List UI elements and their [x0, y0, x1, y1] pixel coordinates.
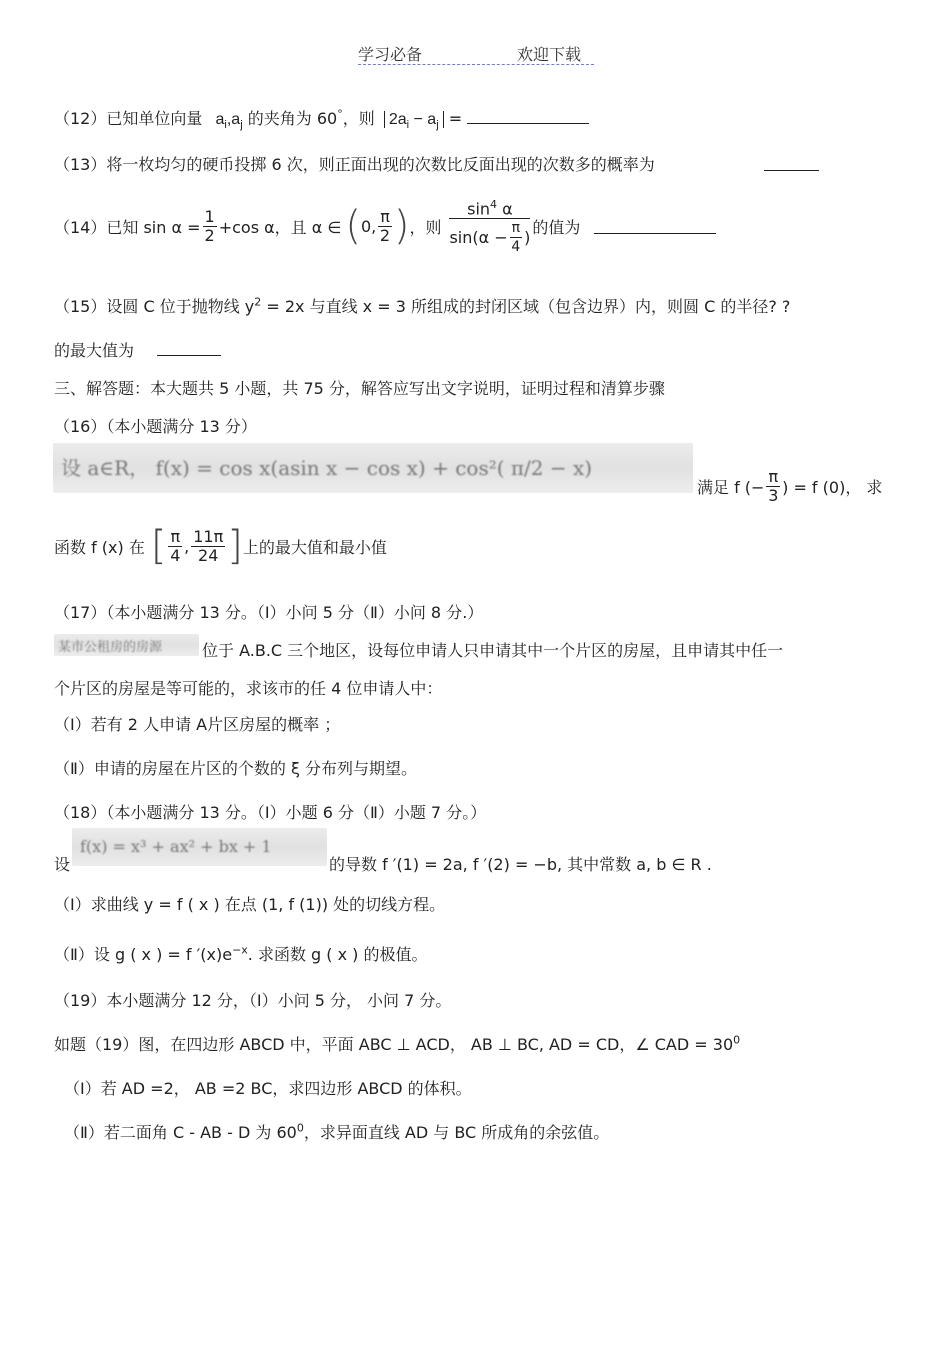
q16-formula-text: 设 a∈R， f(x) = cos x(asin x − cos x) + cos²( π/2 − x): [61, 456, 593, 480]
q17-blurred-image: [54, 634, 199, 656]
q13-answer-blank: [764, 156, 819, 171]
q19-line1-text: 如题（19）图，在四边形 ABCD 中，平面 ABC ⊥ ACD， AB ⊥ BC, AD = CD，∠ CAD = 30: [54, 1035, 734, 1054]
header-divider: [358, 64, 594, 65]
q16-function-text: 函数 f (x) 在: [54, 537, 145, 557]
header-right: 欢迎下载: [517, 45, 582, 64]
q17-title: （17）（本小题满分 13 分。（Ⅰ）小问 5 分（Ⅱ）小问 8 分.）: [54, 603, 484, 622]
q12-answer-blank: [467, 109, 589, 124]
q12-vec-a2: a: [231, 111, 241, 128]
header-left: 学习必备: [358, 45, 423, 64]
q12-sub-i: i: [224, 119, 227, 132]
q12-then: ，则: [342, 109, 375, 128]
q14-int-den: 2: [379, 225, 391, 245]
q14-den-pi: π: [511, 220, 521, 237]
q17-blurred-text: 某市公租房的房源: [58, 640, 163, 655]
q14-answer-blank: [594, 219, 716, 234]
q18-formula-text: f(x) = x³ + ax² + bx + 1: [80, 837, 272, 856]
q14-num-alpha: α: [497, 199, 513, 219]
q18-part2-text-2: . 求函数 g ( x ) 的极值。: [247, 945, 428, 964]
q16-int1-den: 4: [170, 545, 181, 565]
q16-line2-text: 上的最大值和最小值: [242, 537, 387, 557]
q12-angle-text: 的夹角为 60: [247, 109, 338, 128]
q16-int1-num: π: [170, 526, 181, 546]
q16-cond-den: 3: [768, 486, 779, 505]
q15-line-2: [54, 338, 221, 361]
q18-part2-sup: −x: [232, 943, 248, 957]
q14-text-3: ，则: [409, 217, 442, 237]
q15-line2-text: 的最大值为: [54, 341, 135, 360]
q14-number: （14）: [54, 217, 107, 237]
q19-line-1: [54, 1032, 740, 1055]
q16-int2-num: 11π: [193, 526, 224, 546]
q18-title: （18）（本小题满分 13 分。（Ⅰ）小题 6 分（Ⅱ）小题 7 分。）: [54, 803, 487, 822]
q17-part-2: （Ⅱ）申请的房屋在片区的个数的 ξ 分布列与期望。: [54, 759, 417, 778]
q14-den-four: 4: [511, 239, 521, 256]
q18-formula-image: [72, 828, 327, 866]
q16-formula-image: [53, 443, 693, 493]
q12-vec-a: a: [215, 111, 225, 128]
q14-num-sin: sin: [467, 199, 491, 219]
q14-frac-expression: [449, 196, 530, 256]
q16-cond-num: π: [768, 467, 779, 486]
q14-frac1-num: 1: [204, 206, 215, 226]
q16-cond-text-1: 满足 f (−: [697, 478, 765, 497]
q15-text-2: = 2x 与直线 x = 3 所组成的封闭区域（包含边界）内，则圆 C 的半径? ?: [261, 297, 791, 316]
q16-cond-text-2: ) = f (0)， 求: [782, 478, 883, 497]
q14-text-4: 的值为: [532, 217, 581, 237]
section-3-heading: 三、解答题：本大题共 5 小题，共 75 分，解答应写出文字说明，证明过程和清算步骤: [54, 379, 665, 398]
q12-text: 已知单位向量: [106, 109, 203, 128]
q16-title: （16）（本小题满分 13 分）: [54, 417, 257, 436]
q19-part2-text-2: ，求异面直线 AD 与 BC 所成角的余弦值。: [303, 1123, 610, 1142]
q19-part-1: （Ⅰ）若 AD =2， AB =2 BC，求四边形 ABCD 的体积。: [64, 1079, 472, 1098]
q14-den-close: ): [524, 227, 531, 247]
q13-number: （13）: [54, 155, 107, 174]
q12-expr-sub-i: i: [406, 119, 410, 132]
q14-interval-frac: [378, 208, 392, 245]
q15-text: 设圆 C 位于抛物线 y: [106, 297, 255, 316]
q16-int-frac-2: [191, 528, 225, 565]
q16-cond-frac: [766, 468, 780, 505]
q14-text-2: +cos α，且 α ∈: [218, 217, 342, 237]
q17-line-1: 位于 A.B.C 三个地区，设每位申请人只申请其中一个片区的房屋，且申请其中任一: [202, 641, 784, 660]
q14-interval-start: 0,: [360, 216, 377, 236]
q18-line-1: 的导数 f ′(1) = 2a, f ′(2) = −b, 其中常数 a, b ∈ R .: [329, 855, 712, 874]
question-15: [54, 294, 790, 317]
q18-part-2: [54, 942, 428, 965]
q17-part-1: （Ⅰ）若有 2 人申请 A片区房屋的概率 ；: [54, 715, 341, 734]
q12-equals: =: [448, 109, 463, 128]
q12-expr-a: a: [427, 111, 437, 128]
q16-line-2: 函数 f (x) 在 [ $\frac{\pi}{4}$ , $\frac{11\pi}{24}$ ] 上的最大值和最小值: [54, 523, 387, 569]
q15-number: （15）: [54, 297, 107, 316]
q12-degree: °: [337, 107, 343, 121]
q12-expr-sub-j: j: [436, 119, 439, 132]
q18-pre: 设: [54, 855, 71, 874]
q19-line1-sup: 0: [733, 1033, 741, 1047]
q15-sup: 2: [254, 295, 262, 309]
q14-den-text: sin(α −: [449, 227, 508, 247]
q16-int2-den: 24: [198, 545, 219, 565]
q15-answer-blank: [157, 341, 221, 356]
q16-condition: [697, 468, 882, 505]
q19-part2-text-1: （Ⅱ）若二面角 C - AB - D 为 60: [64, 1123, 297, 1142]
question-13: [54, 152, 655, 175]
q12-number: （12）: [54, 109, 107, 128]
q18-part2-text-1: （Ⅱ）设 g ( x ) = f ′(x)e: [54, 945, 233, 964]
q19-part-2: [64, 1120, 609, 1143]
question-14: （14） 已知 sin α = $\frac{1}{2}$ +cos α，且 α ∈ ( 0, $\frac{\pi}{2}$ ) ，则 $\sin^4 \alpha$ sin(α − $\frac{\pi}{4}$ ) 的值为: [54, 196, 716, 256]
q14-frac1-den: 2: [204, 225, 215, 245]
q16-int-frac-1: [168, 528, 182, 565]
q14-text-1: 已知 sin α =: [106, 217, 201, 237]
q12-expr: 2a: [388, 111, 407, 128]
question-12: （12）已知单位向量 $a_i,a_j$ 的夹角为 60°，则 $2a_i - a_j$ =: [54, 106, 589, 131]
q14-frac-half: [203, 208, 217, 245]
q19-title: （19）本小题满分 12 分，（Ⅰ）小问 5 分， 小问 7 分。: [54, 991, 452, 1010]
q14-int-num: π: [380, 206, 390, 226]
q13-text: 将一枚均匀的硬币投掷 6 次，则正面出现的次数比反面出现的次数多的概率为: [106, 155, 655, 174]
q17-line-2: 个片区的房屋是等可能的，求该市的任 4 位申请人中：: [54, 679, 443, 698]
q14-num-power: 4: [490, 198, 498, 211]
q12-sub-j: j: [240, 119, 243, 132]
q18-part-1: （Ⅰ）求曲线 y = f ( x ) 在点 (1, f (1)) 处的切线方程。: [54, 895, 446, 914]
q19-part2-sup: 0: [296, 1121, 304, 1135]
